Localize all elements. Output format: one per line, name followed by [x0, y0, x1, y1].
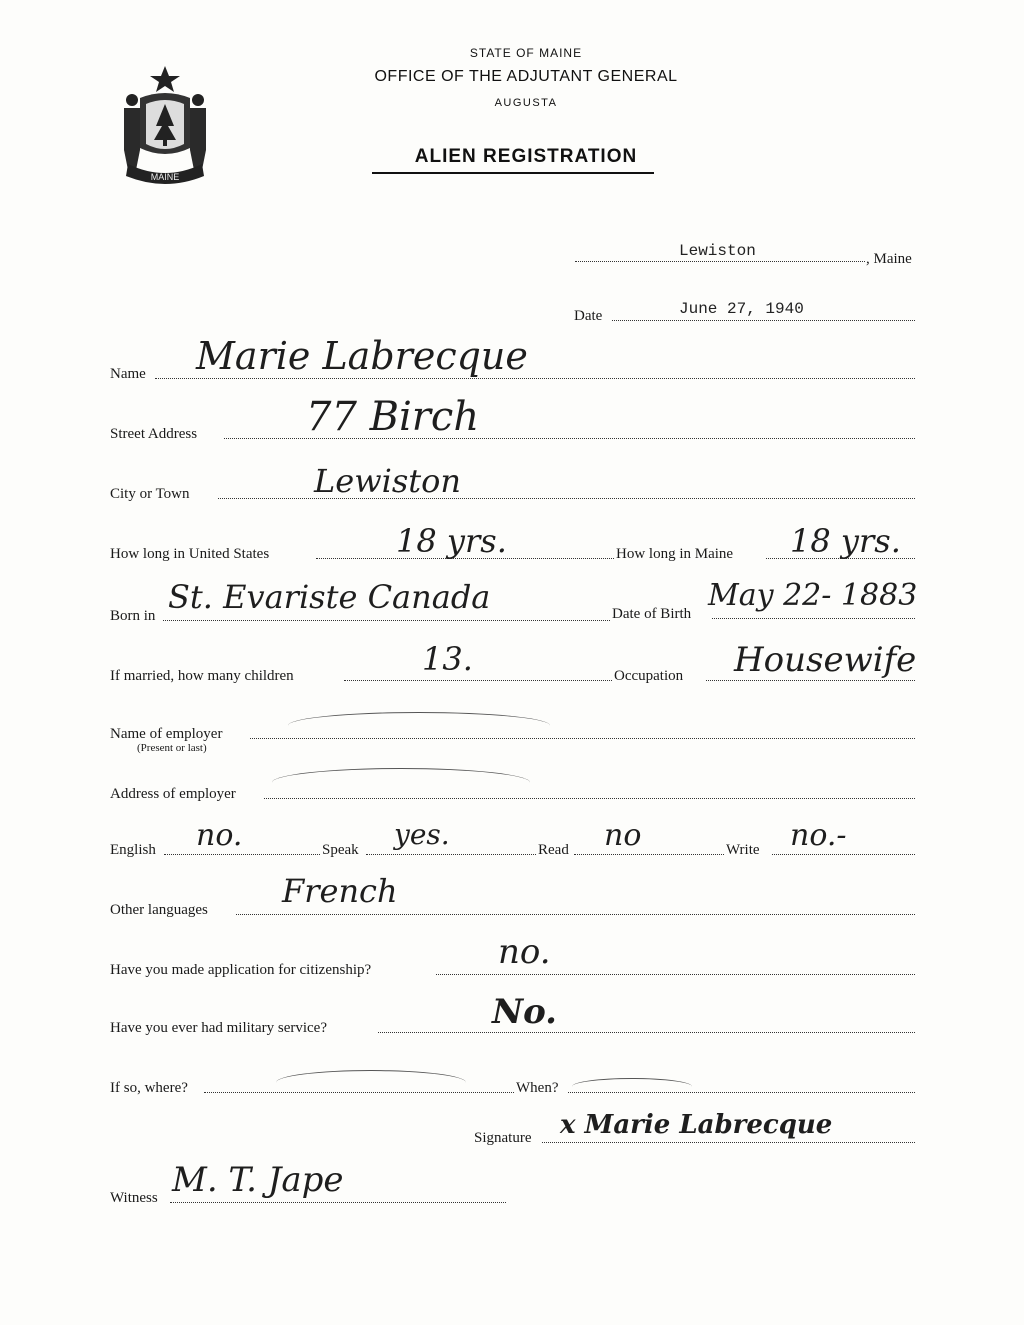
header-state: STATE OF MAINE	[469, 46, 583, 60]
city-value: Lewiston	[314, 462, 461, 500]
born-in-label: Born in	[110, 608, 156, 624]
name-label: Name	[110, 366, 146, 382]
name-value: Marie Labrecque	[196, 334, 528, 378]
english-label: English	[110, 842, 156, 858]
english-value: no.	[196, 818, 243, 853]
born-in-value: St. Evariste Canada	[168, 578, 491, 616]
dob-value: May 22- 1883	[708, 578, 918, 613]
witness-value: M. T. Jape	[172, 1160, 344, 1200]
employer-name-line	[250, 738, 915, 739]
children-line	[344, 680, 612, 681]
read-label: Read	[538, 842, 569, 858]
occupation-value: Housewife	[734, 640, 917, 680]
employer-address-line	[264, 798, 915, 799]
other-languages-value: French	[282, 872, 398, 910]
place-line	[575, 261, 865, 262]
employer-address-dash	[272, 768, 530, 797]
born-in-line	[163, 620, 610, 621]
title-underline	[372, 172, 654, 174]
how-long-us-value: 18 yrs.	[396, 522, 507, 560]
employer-name-sublabel: (Present or last)	[137, 742, 207, 754]
dob-label: Date of Birth	[612, 606, 692, 622]
other-languages-line	[236, 914, 915, 915]
occupation-label: Occupation	[614, 668, 684, 684]
write-value: no.-	[790, 818, 847, 853]
citizenship-value: no.	[498, 932, 551, 972]
signature-label: Signature	[474, 1130, 532, 1146]
employer-address-label: Address of employer	[110, 786, 236, 802]
other-languages-label: Other languages	[110, 902, 208, 918]
place-suffix: , Maine	[866, 251, 912, 267]
how-long-us-label: How long in United States	[110, 546, 270, 562]
employer-name-label: Name of employer	[110, 726, 223, 742]
write-label: Write	[726, 842, 760, 858]
when-dash	[572, 1078, 692, 1095]
when-label: When?	[516, 1080, 559, 1096]
speak-value: yes.	[394, 818, 450, 851]
date-label: Date	[574, 308, 603, 324]
write-line	[772, 854, 915, 855]
speak-line	[366, 854, 536, 855]
children-label: If married, how many children	[110, 668, 294, 684]
military-label: Have you ever had military service?	[110, 1020, 327, 1036]
read-value: no	[604, 818, 642, 853]
witness-line	[170, 1202, 506, 1203]
military-line	[378, 1032, 915, 1033]
children-value: 13.	[422, 640, 473, 678]
header-office: OFFICE OF THE ADJUTANT GENERAL	[374, 68, 678, 85]
date-line	[612, 320, 915, 321]
name-line	[155, 378, 915, 379]
employer-name-dash	[288, 712, 550, 739]
english-line	[164, 854, 320, 855]
citizenship-line	[436, 974, 915, 975]
speak-label: Speak	[322, 842, 359, 858]
if-so-where-label: If so, where?	[110, 1080, 188, 1096]
place-value: Lewiston	[679, 242, 756, 260]
date-value: June 27, 1940	[679, 300, 804, 318]
signature-value: x Marie Labrecque	[560, 1110, 833, 1140]
how-long-maine-label: How long in Maine	[616, 546, 734, 562]
if-so-where-dash	[276, 1070, 466, 1095]
witness-label: Witness	[110, 1190, 158, 1206]
citizenship-label: Have you made application for citizenship?	[110, 962, 372, 978]
city-label: City or Town	[110, 486, 190, 502]
dob-line	[712, 618, 915, 619]
street-value: 77 Birch	[306, 394, 480, 440]
how-long-maine-value: 18 yrs.	[790, 522, 901, 560]
form-title: ALIEN REGISTRATION	[414, 146, 638, 167]
read-line	[574, 854, 724, 855]
seal-banner-text: MAINE	[150, 172, 180, 182]
military-value: No.	[492, 992, 557, 1032]
header-city: AUGUSTA	[494, 97, 558, 109]
occupation-line	[706, 680, 915, 681]
signature-line	[542, 1142, 915, 1143]
street-label: Street Address	[110, 426, 198, 442]
